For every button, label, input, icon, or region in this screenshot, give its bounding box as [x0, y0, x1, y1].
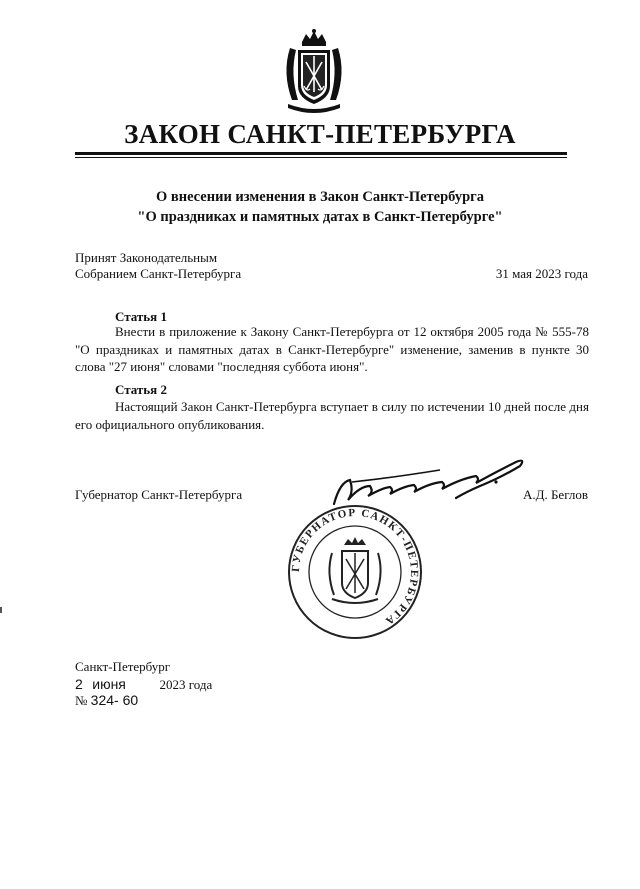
adoption-date: 31 мая 2023 года: [495, 266, 588, 281]
article-1-heading: Статья 1: [115, 309, 167, 324]
signing-place: Санкт-Петербург: [75, 659, 171, 674]
saint-petersburg-coat-of-arms-icon: [276, 28, 352, 116]
handwritten-signature-icon: [330, 452, 530, 507]
signing-day: 2: [75, 676, 83, 692]
signing-month: июня: [92, 676, 126, 692]
seal-text: ГУБЕРНАТОР САНКТ-ПЕТЕРБУРГА: [289, 506, 421, 628]
law-subject: [0, 187, 640, 227]
title-rule-thin: [75, 157, 567, 158]
law-title: ЗАКОН САНКТ-ПЕТЕРБУРГА: [124, 119, 516, 149]
title-rule-thick: [75, 152, 567, 155]
signatory-position: Губернатор Санкт-Петербурга: [75, 487, 243, 502]
law-number: [75, 692, 138, 709]
adoption-line-2: Собранием Санкт-Петербурга: [75, 266, 242, 281]
article-2-heading: Статья 2: [115, 382, 167, 397]
law-number-prefix: №: [75, 693, 88, 708]
scan-edge-mark: [0, 607, 2, 613]
adoption-line-1: Принят Законодательным: [75, 250, 218, 265]
subject-line-2: "О праздниках и памятных датах в Санкт-Петербурге": [137, 209, 503, 225]
signing-year: 2023 года: [159, 677, 213, 692]
article-2-text: Настоящий Закон Санкт-Петербурга вступает в силу по истечении 10 дней после дня его официального опубликования.: [75, 399, 589, 432]
signing-date: [75, 676, 212, 693]
subject-line-1: О внесении изменения в Закон Санкт-Петербурга: [155, 189, 484, 205]
governor-seal-icon: [286, 503, 424, 641]
signatory-name: А.Д. Беглов: [522, 487, 588, 502]
adoption-statement: [75, 250, 241, 282]
article-1-text: Внести в приложение к Закону Санкт-Петербурга от 12 октября 2005 года № 555-78 "О праздниках и памятных датах в Санкт-Петербурге" изменение, заменив в пункте 30 слова "27 июня" словами "последняя суббота июня".: [75, 324, 589, 374]
law-number-value: 324- 60: [90, 692, 139, 708]
